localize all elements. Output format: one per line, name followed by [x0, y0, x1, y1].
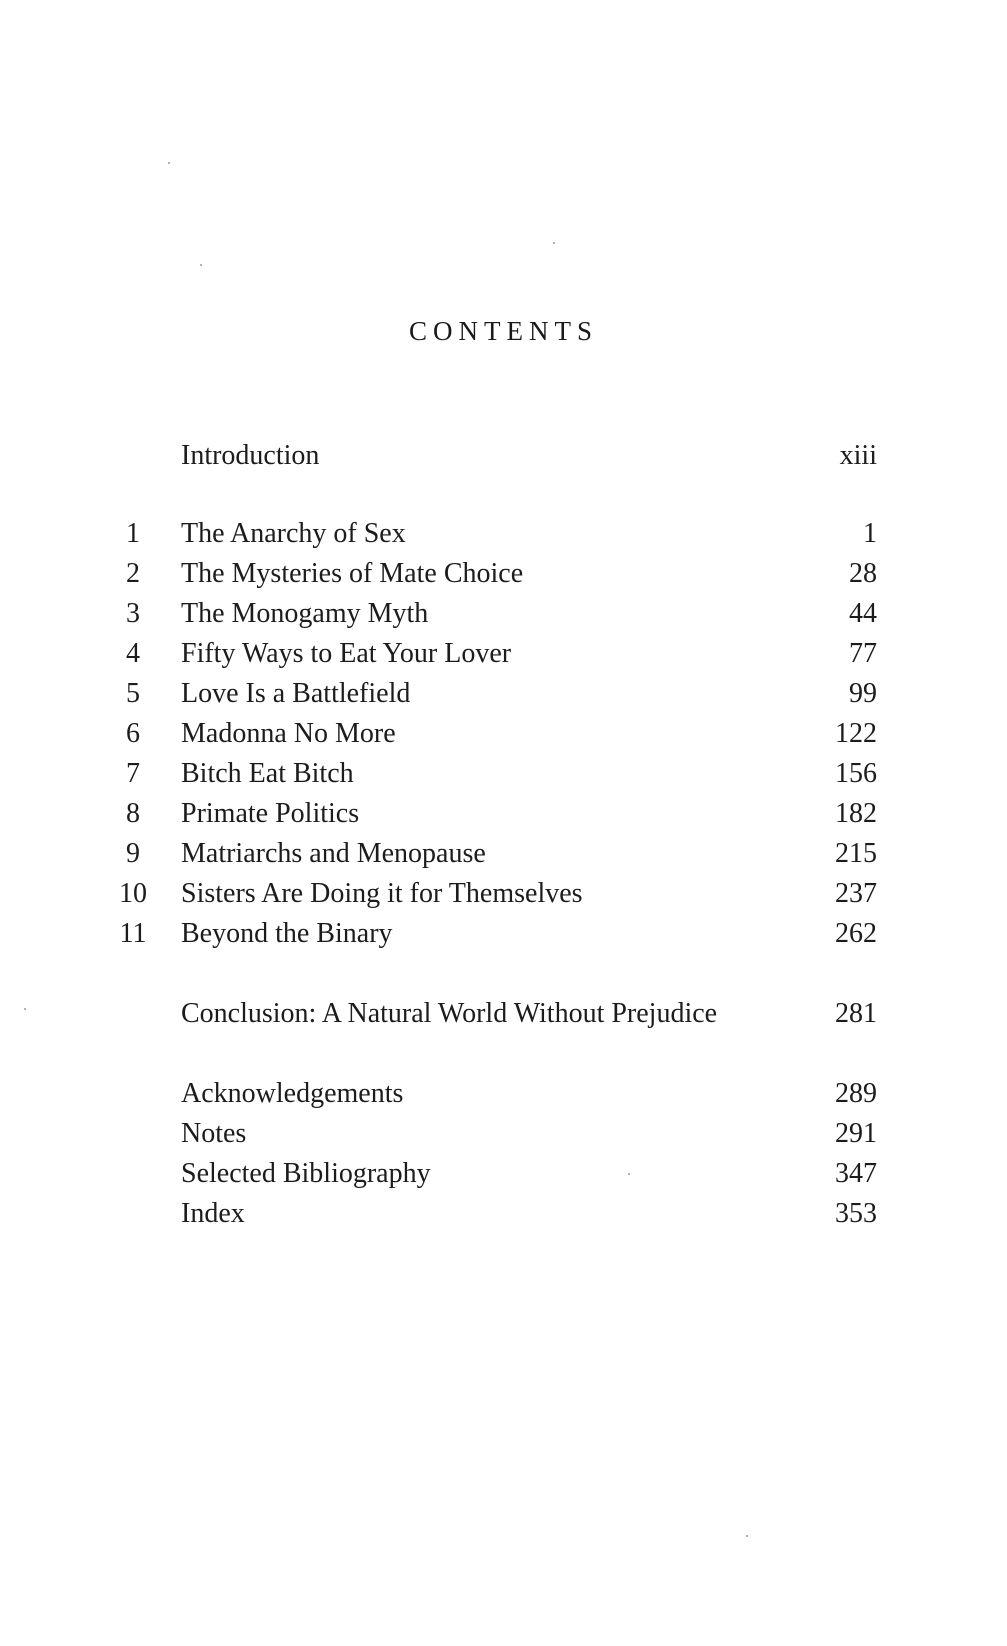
chapter-number: 3	[126, 598, 140, 629]
toc-entry-page: 289	[835, 1078, 877, 1109]
toc-entry-title: Introduction	[181, 440, 320, 471]
toc-entry-page: xiii	[839, 440, 877, 471]
chapter-title: Love Is a Battlefield	[181, 678, 411, 709]
toc-entry-introduction	[0, 436, 1007, 476]
scan-speck	[746, 1535, 748, 1537]
toc-entry-chapter	[0, 674, 1007, 714]
scan-speck	[553, 242, 555, 244]
toc-entry-index	[0, 1194, 1007, 1234]
toc-entry-chapter	[0, 754, 1007, 794]
chapter-title: The Monogamy Myth	[181, 598, 429, 629]
chapter-title: The Anarchy of Sex	[181, 518, 406, 549]
toc-entry-page: 347	[835, 1158, 877, 1189]
chapter-page: 28	[849, 558, 877, 589]
scan-speck	[628, 1173, 630, 1175]
chapter-page: 122	[835, 718, 877, 749]
toc-entry-acknowledgements	[0, 1074, 1007, 1114]
chapter-number: 9	[126, 838, 140, 869]
chapter-page: 237	[835, 878, 877, 909]
chapter-number: 10	[119, 878, 147, 909]
chapter-page: 99	[849, 678, 877, 709]
chapter-page: 262	[835, 918, 877, 949]
toc-entry-conclusion	[0, 994, 1007, 1034]
toc-entry-page: 353	[835, 1198, 877, 1229]
toc-entry-bibliography	[0, 1154, 1007, 1194]
toc-entry-chapter	[0, 834, 1007, 874]
toc-entry-title: Index	[181, 1198, 245, 1229]
toc-entry-chapter	[0, 914, 1007, 954]
chapter-page: 182	[835, 798, 877, 829]
toc-entry-chapter	[0, 634, 1007, 674]
chapter-number: 8	[126, 798, 140, 829]
toc-entry-title: Acknowledgements	[181, 1078, 404, 1109]
toc-entry-chapter	[0, 594, 1007, 634]
chapter-title: Fifty Ways to Eat Your Lover	[181, 638, 512, 669]
toc-entry-chapter	[0, 874, 1007, 914]
chapter-title: Matriarchs and Menopause	[181, 838, 486, 869]
chapter-number: 2	[126, 558, 140, 589]
chapter-title: Beyond the Binary	[181, 918, 393, 949]
chapter-number: 4	[126, 638, 140, 669]
chapter-page: 215	[835, 838, 877, 869]
scan-speck	[168, 162, 170, 164]
toc-entry-notes	[0, 1114, 1007, 1154]
chapter-title: The Mysteries of Mate Choice	[181, 558, 524, 589]
chapter-title: Sisters Are Doing it for Themselves	[181, 878, 583, 909]
toc-entry-chapter	[0, 554, 1007, 594]
scan-speck	[24, 1008, 26, 1010]
chapter-number: 11	[119, 918, 147, 949]
chapter-number: 1	[126, 518, 140, 549]
chapter-page: 1	[863, 518, 877, 549]
chapter-page: 156	[835, 758, 877, 789]
page-title: CONTENTS	[409, 316, 598, 346]
toc-entry-chapter	[0, 714, 1007, 754]
chapter-title: Bitch Eat Bitch	[181, 758, 354, 789]
toc-entry-page: 281	[835, 998, 877, 1029]
chapter-page: 44	[849, 598, 877, 629]
toc-entry-page: 291	[835, 1118, 877, 1149]
chapter-number: 6	[126, 718, 140, 749]
chapter-title: Primate Politics	[181, 798, 360, 829]
chapter-number: 7	[126, 758, 140, 789]
chapter-page: 77	[849, 638, 877, 669]
toc-entry-chapter	[0, 794, 1007, 834]
toc-entry-title: Conclusion: A Natural World Without Prejudice	[181, 998, 718, 1029]
toc-entry-title: Selected Bibliography	[181, 1158, 431, 1189]
scan-speck	[200, 264, 202, 266]
toc-entry-title: Notes	[181, 1118, 247, 1149]
toc-entry-chapter	[0, 514, 1007, 554]
chapter-title: Madonna No More	[181, 718, 396, 749]
chapter-number: 5	[126, 678, 140, 709]
